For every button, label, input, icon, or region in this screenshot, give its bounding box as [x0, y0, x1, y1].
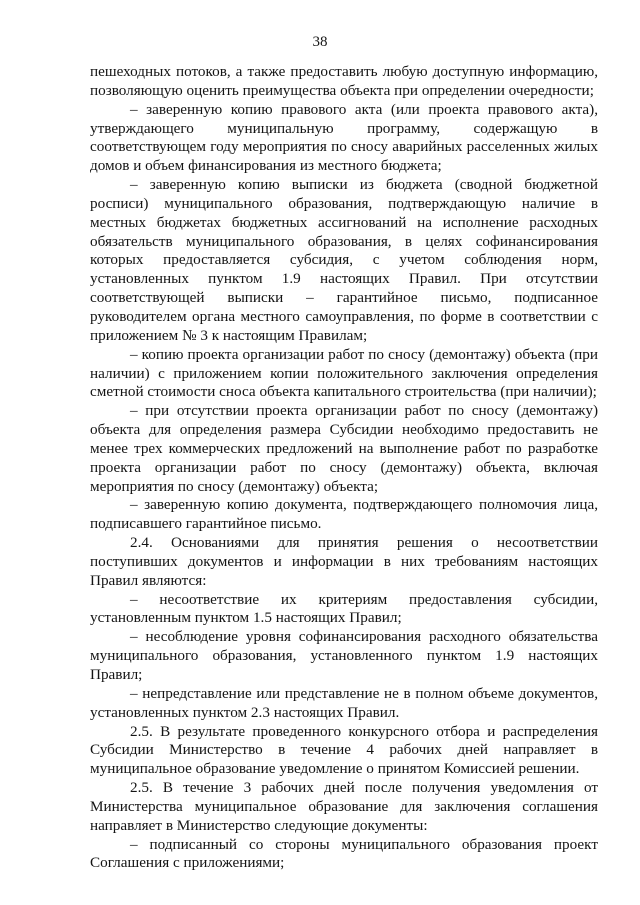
text-line: 2.4. Основаниями для принятия решения о несоответствии — [130, 534, 598, 552]
text-line: – несоответствие их критериям предоставления субсидии, — [130, 590, 598, 608]
text-line: пешеходных потоков, а также предоставить любую доступную информацию, — [90, 63, 598, 80]
text-line: наличии) с приложением копии положительного заключения определения — [90, 364, 598, 382]
text-line: соответствующей выписки – гарантийное письмо, подписанное — [90, 289, 598, 307]
text-line: подписавшего гарантийное письмо. — [90, 515, 322, 533]
text-line: – заверенную копию документа, подтверждающего полномочия лица, — [130, 496, 598, 514]
text-line: Министерства муниципальное образование для заключения соглашения — [90, 797, 598, 815]
text-line: местных бюджетах бюджетных ассигнований на исполнение расходных — [90, 213, 598, 231]
text-line: которых предоставляется субсидия, с учетом соблюдения норм, — [90, 251, 598, 269]
text-line: – заверенную копию правового акта (или проекта правового акта), — [130, 100, 598, 118]
text-line: – заверенную копию выписки из бюджета (сводной бюджетной — [130, 176, 598, 194]
text-line: муниципального образования, установленного пунктом 1.9 настоящих — [90, 647, 598, 665]
text-line: поступивших документов и информации в них требованиям настоящих — [90, 552, 598, 570]
text-line: росписи) муниципального образования, подтверждающую наличие в — [90, 194, 598, 212]
text-line: Соглашения с приложениями; — [90, 854, 285, 872]
text-line: – копию проекта организации работ по сносу (демонтажу) объекта (при — [130, 345, 598, 363]
text-line: утверждающего муниципальную программу, содержащую в — [90, 119, 598, 137]
page-number: 38 — [312, 34, 328, 50]
text-line: менее трех коммерческих предложений на выполнение работ по разработке — [90, 439, 598, 457]
text-line: соответствующем году мероприятия по сносу аварийных расселенных жилых — [90, 138, 598, 156]
text-line: муниципальное образование уведомление о принятом Комиссией решении. — [90, 760, 580, 778]
text-line: позволяющую оценить преимущества объекта при определении очередности; — [90, 81, 594, 99]
text-line: – непредставление или представление не в полном объеме документов, — [130, 684, 598, 702]
text-line: Правил; — [90, 666, 143, 683]
text-line: проекта организации работ по сносу (демонтажу) объекта, включая — [90, 458, 598, 476]
text-line: установленных пунктом 2.3 настоящих Правил. — [90, 703, 400, 721]
text-line: – при отсутствии проекта организации работ по сносу (демонтажу) — [130, 402, 598, 420]
text-line: мероприятия по сносу (демонтажу) объекта; — [90, 477, 379, 495]
text-line: 2.5. В течение 3 рабочих дней после получения уведомления от — [130, 779, 598, 797]
text-line: установленным пунктом 1.5 настоящих Правил; — [90, 609, 402, 627]
text-line: Правил являются: — [90, 571, 207, 589]
body-text — [90, 63, 598, 873]
text-line: направляет в Министерство следующие документы: — [90, 816, 428, 834]
text-line: руководителем органа местного самоуправления, по форме в соответствии с — [90, 307, 598, 325]
text-line: обязательств муниципального образования, в целях софинансирования — [90, 232, 598, 250]
text-line: установленных пунктом 1.9 настоящих Правил. При отсутствии — [90, 270, 598, 288]
text-line: приложением № 3 к настоящим Правилам; — [90, 326, 368, 344]
text-line: сметной стоимости сноса объекта капитального строительства (при наличии); — [90, 383, 597, 401]
text-line: 2.5. В результате проведенного конкурсного отбора и распределения — [130, 722, 598, 740]
text-line: домов и объем финансирования из местного бюджета; — [90, 157, 442, 175]
text-line: – несоблюдение уровня софинансирования расходного обязательства — [130, 628, 598, 646]
text-line: Субсидии Министерство в течение 4 рабочих дней направляет в — [90, 741, 598, 759]
text-line: объекта для определения размера Субсидии необходимо предоставить не — [90, 421, 598, 439]
text-line: – подписанный со стороны муниципального образования проект — [130, 835, 598, 853]
